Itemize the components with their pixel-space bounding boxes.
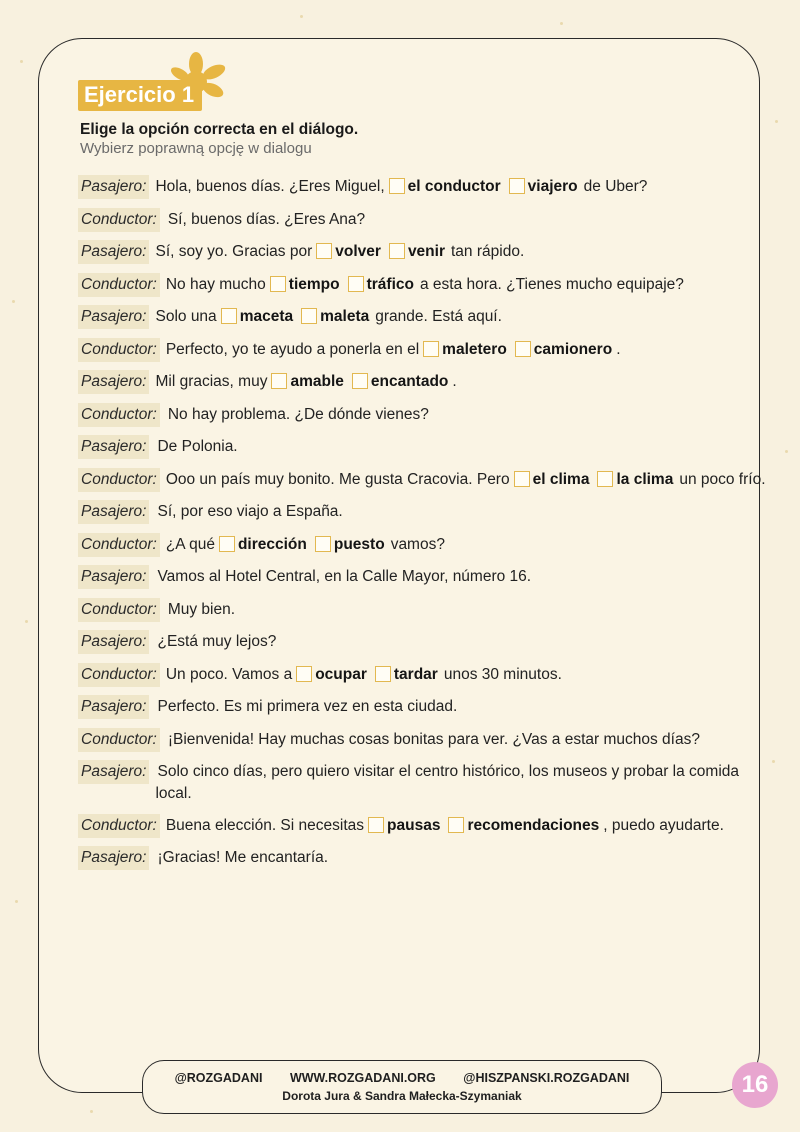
- exercise-badge: Ejercicio 1: [78, 80, 202, 111]
- dialog-text-segment: .: [616, 340, 621, 358]
- dialog-line: [78, 598, 768, 622]
- background-speck: [20, 60, 23, 63]
- option-checkbox[interactable]: [352, 373, 368, 389]
- dialog-text-segment: No hay problema. ¿De dónde vienes?: [167, 405, 429, 423]
- dialog-text-segment: Mil gracias, muy: [155, 373, 268, 390]
- dialog-line: [78, 728, 768, 752]
- dialog-line: [78, 208, 768, 232]
- dialog-text-segment: No hay mucho: [165, 275, 266, 293]
- option-checkbox[interactable]: [316, 243, 332, 259]
- option-checkbox[interactable]: [315, 536, 331, 552]
- speaker-label: Conductor:: [78, 533, 160, 557]
- background-speck: [300, 15, 303, 18]
- option-checkbox[interactable]: [389, 243, 405, 259]
- dialog-text: [166, 468, 766, 491]
- speaker-label: Pasajero:: [78, 435, 149, 459]
- dialog-line: [78, 175, 768, 199]
- dialog-text: [166, 208, 365, 231]
- option-label: dirección: [237, 535, 307, 553]
- option-label: tardar: [393, 665, 438, 683]
- dialog-line: [78, 403, 768, 427]
- dialog-text-segment: Sí, por eso viajo a España.: [157, 503, 343, 520]
- footer-authors: Dorota Jura & Sandra Małecka-Szymaniak: [282, 1089, 522, 1103]
- dialog-text-segment: , puedo ayudarte.: [603, 816, 724, 834]
- dialog-text-segment: De Polonia.: [157, 438, 238, 455]
- background-speck: [12, 300, 15, 303]
- dialog-text-segment: ¡Gracias! Me encantaría.: [157, 849, 329, 866]
- dialog-text-segment: ¿Está muy lejos?: [157, 633, 277, 650]
- speaker-label: Pasajero:: [78, 695, 149, 719]
- dialog-text-segment: vamos?: [390, 535, 445, 553]
- footer-instagram[interactable]: @ROZGADANI: [174, 1071, 263, 1085]
- option-label: el clima: [532, 470, 590, 488]
- dialog-text-segment: ¿A qué: [165, 535, 215, 553]
- dialog-text: [155, 305, 501, 328]
- option-label: maleta: [320, 308, 370, 325]
- dialog-text: [166, 598, 235, 621]
- speaker-label: Pasajero:: [78, 305, 149, 329]
- option-label: puesto: [333, 535, 385, 553]
- dialog-text: [155, 846, 328, 869]
- option-label: volver: [335, 243, 381, 260]
- dialog-text-segment: a esta hora. ¿Tienes mucho equipaje?: [419, 275, 684, 293]
- option-checkbox[interactable]: [389, 178, 405, 194]
- dialog-text: [166, 728, 700, 751]
- option-checkbox[interactable]: [509, 178, 525, 194]
- dialog-line: [78, 533, 768, 557]
- footer-instagram-2[interactable]: @HISZPANSKI.ROZGADANI: [463, 1071, 630, 1085]
- speaker-label: Conductor:: [78, 338, 160, 362]
- background-speck: [775, 120, 778, 123]
- speaker-label: Pasajero:: [78, 846, 149, 870]
- dialog-text: [155, 240, 524, 263]
- option-label: viajero: [527, 178, 578, 195]
- option-label: encantado: [370, 373, 449, 390]
- option-checkbox[interactable]: [221, 308, 237, 324]
- option-label: tráfico: [366, 275, 414, 293]
- speaker-label: Conductor:: [78, 468, 160, 492]
- dialog-text: [155, 500, 342, 523]
- dialog-text-segment: .: [452, 373, 457, 390]
- dialog-text-segment: de Uber?: [583, 178, 648, 195]
- dialog-line: [78, 273, 768, 297]
- dialog-text-segment: Buena elección. Si necesitas: [165, 816, 365, 834]
- dialog-line: [78, 305, 768, 329]
- dialog-text-segment: Perfecto. Es mi primera vez en esta ciudad.: [157, 698, 458, 715]
- dialog-text-segment: Solo cinco días, pero quiero visitar el centro histórico, los museos y probar la comida local.: [155, 763, 740, 802]
- speaker-label: Conductor:: [78, 273, 160, 297]
- option-checkbox[interactable]: [296, 666, 312, 682]
- dialog-text: [155, 565, 531, 588]
- speaker-label: Pasajero:: [78, 760, 149, 784]
- background-speck: [560, 22, 563, 25]
- dialog-text-segment: Vamos al Hotel Central, en la Calle Mayor, número 16.: [157, 568, 532, 585]
- background-speck: [15, 900, 18, 903]
- dialog-line: [78, 240, 768, 264]
- dialog-text-segment: Sí, buenos días. ¿Eres Ana?: [167, 210, 366, 228]
- dialog-text: [166, 403, 429, 426]
- option-checkbox[interactable]: [514, 471, 530, 487]
- dialog-line: [78, 846, 768, 870]
- dialog-text-segment: Solo una: [155, 308, 217, 325]
- background-speck: [785, 450, 788, 453]
- speaker-label: Pasajero:: [78, 630, 149, 654]
- option-label: maletero: [442, 340, 507, 358]
- background-speck: [25, 620, 28, 623]
- option-label: camionero: [533, 340, 613, 358]
- option-label: recomendaciones: [467, 816, 600, 834]
- dialog-line: [78, 338, 768, 362]
- dialog-text-segment: ¡Bienvenida! Hay muchas cosas bonitas para ver. ¿Vas a estar muchos días?: [167, 730, 700, 748]
- option-checkbox[interactable]: [271, 373, 287, 389]
- option-checkbox[interactable]: [368, 817, 384, 833]
- dialog-text-segment: Ooo un país muy bonito. Me gusta Cracovia. Pero: [165, 470, 510, 488]
- instruction-title: Elige la opción correcta en el diálogo.: [80, 121, 359, 138]
- option-label: amable: [290, 373, 344, 390]
- exercise-header: [78, 52, 278, 112]
- option-checkbox[interactable]: [515, 341, 531, 357]
- option-label: maceta: [239, 308, 294, 325]
- dialog-text: [155, 175, 647, 198]
- option-label: pausas: [387, 816, 441, 834]
- dialog-text-segment: grande. Está aquí.: [375, 308, 502, 325]
- option-checkbox[interactable]: [448, 817, 464, 833]
- dialog-text-segment: Un poco. Vamos a: [165, 665, 293, 683]
- option-checkbox[interactable]: [375, 666, 391, 682]
- dialog-list: [78, 175, 768, 879]
- option-checkbox[interactable]: [597, 471, 613, 487]
- speaker-label: Conductor:: [78, 728, 160, 752]
- dialog-line: [78, 663, 768, 687]
- dialog-text-segment: un poco frío.: [679, 470, 766, 488]
- instruction-subtitle: Wybierz poprawną opcję w dialogu: [80, 140, 312, 157]
- dialog-text: [166, 338, 621, 361]
- dialog-line: [78, 630, 768, 654]
- dialog-text: [155, 760, 768, 805]
- speaker-label: Pasajero:: [78, 500, 149, 524]
- dialog-text: [155, 435, 237, 458]
- speaker-label: Conductor:: [78, 208, 160, 232]
- speaker-label: Conductor:: [78, 598, 160, 622]
- dialog-line: [78, 500, 768, 524]
- option-label: el conductor: [407, 178, 501, 195]
- dialog-line: [78, 695, 768, 719]
- option-checkbox[interactable]: [301, 308, 317, 324]
- dialog-text: [155, 370, 456, 393]
- dialog-text-segment: Muy bien.: [167, 600, 236, 618]
- dialog-text: [166, 663, 562, 686]
- footer: [142, 1060, 662, 1114]
- speaker-label: Pasajero:: [78, 240, 149, 264]
- dialog-text: [155, 695, 457, 718]
- dialog-line: [78, 565, 768, 589]
- dialog-text-segment: Hola, buenos días. ¿Eres Miguel,: [155, 178, 385, 195]
- background-speck: [90, 1110, 93, 1113]
- dialog-line: [78, 468, 768, 492]
- dialog-text-segment: unos 30 minutos.: [443, 665, 562, 683]
- speaker-label: Pasajero:: [78, 175, 149, 199]
- option-label: ocupar: [315, 665, 367, 683]
- option-checkbox[interactable]: [270, 276, 286, 292]
- page-number-badge: 16: [732, 1062, 778, 1108]
- dialog-line: [78, 370, 768, 394]
- dialog-text-segment: Perfecto, yo te ayudo a ponerla en el: [165, 340, 420, 358]
- speaker-label: Pasajero:: [78, 370, 149, 394]
- speaker-label: Conductor:: [78, 403, 160, 427]
- dialog-text: [166, 533, 445, 556]
- speaker-label: Conductor:: [78, 663, 160, 687]
- option-checkbox[interactable]: [219, 536, 235, 552]
- background-speck: [772, 760, 775, 763]
- dialog-line: [78, 435, 768, 459]
- dialog-text: [166, 814, 724, 837]
- option-label: la clima: [616, 470, 674, 488]
- option-checkbox[interactable]: [348, 276, 364, 292]
- footer-website[interactable]: WWW.ROZGADANI.ORG: [289, 1071, 436, 1085]
- dialog-text: [166, 273, 684, 296]
- dialog-line: [78, 760, 768, 805]
- dialog-text-segment: tan rápido.: [451, 243, 525, 260]
- speaker-label: Pasajero:: [78, 565, 149, 589]
- option-label: venir: [407, 243, 445, 260]
- option-label: tiempo: [288, 275, 340, 293]
- dialog-text: [155, 630, 276, 653]
- dialog-text-segment: Sí, soy yo. Gracias por: [155, 243, 313, 260]
- speaker-label: Conductor:: [78, 814, 160, 838]
- option-checkbox[interactable]: [423, 341, 439, 357]
- dialog-line: [78, 814, 768, 838]
